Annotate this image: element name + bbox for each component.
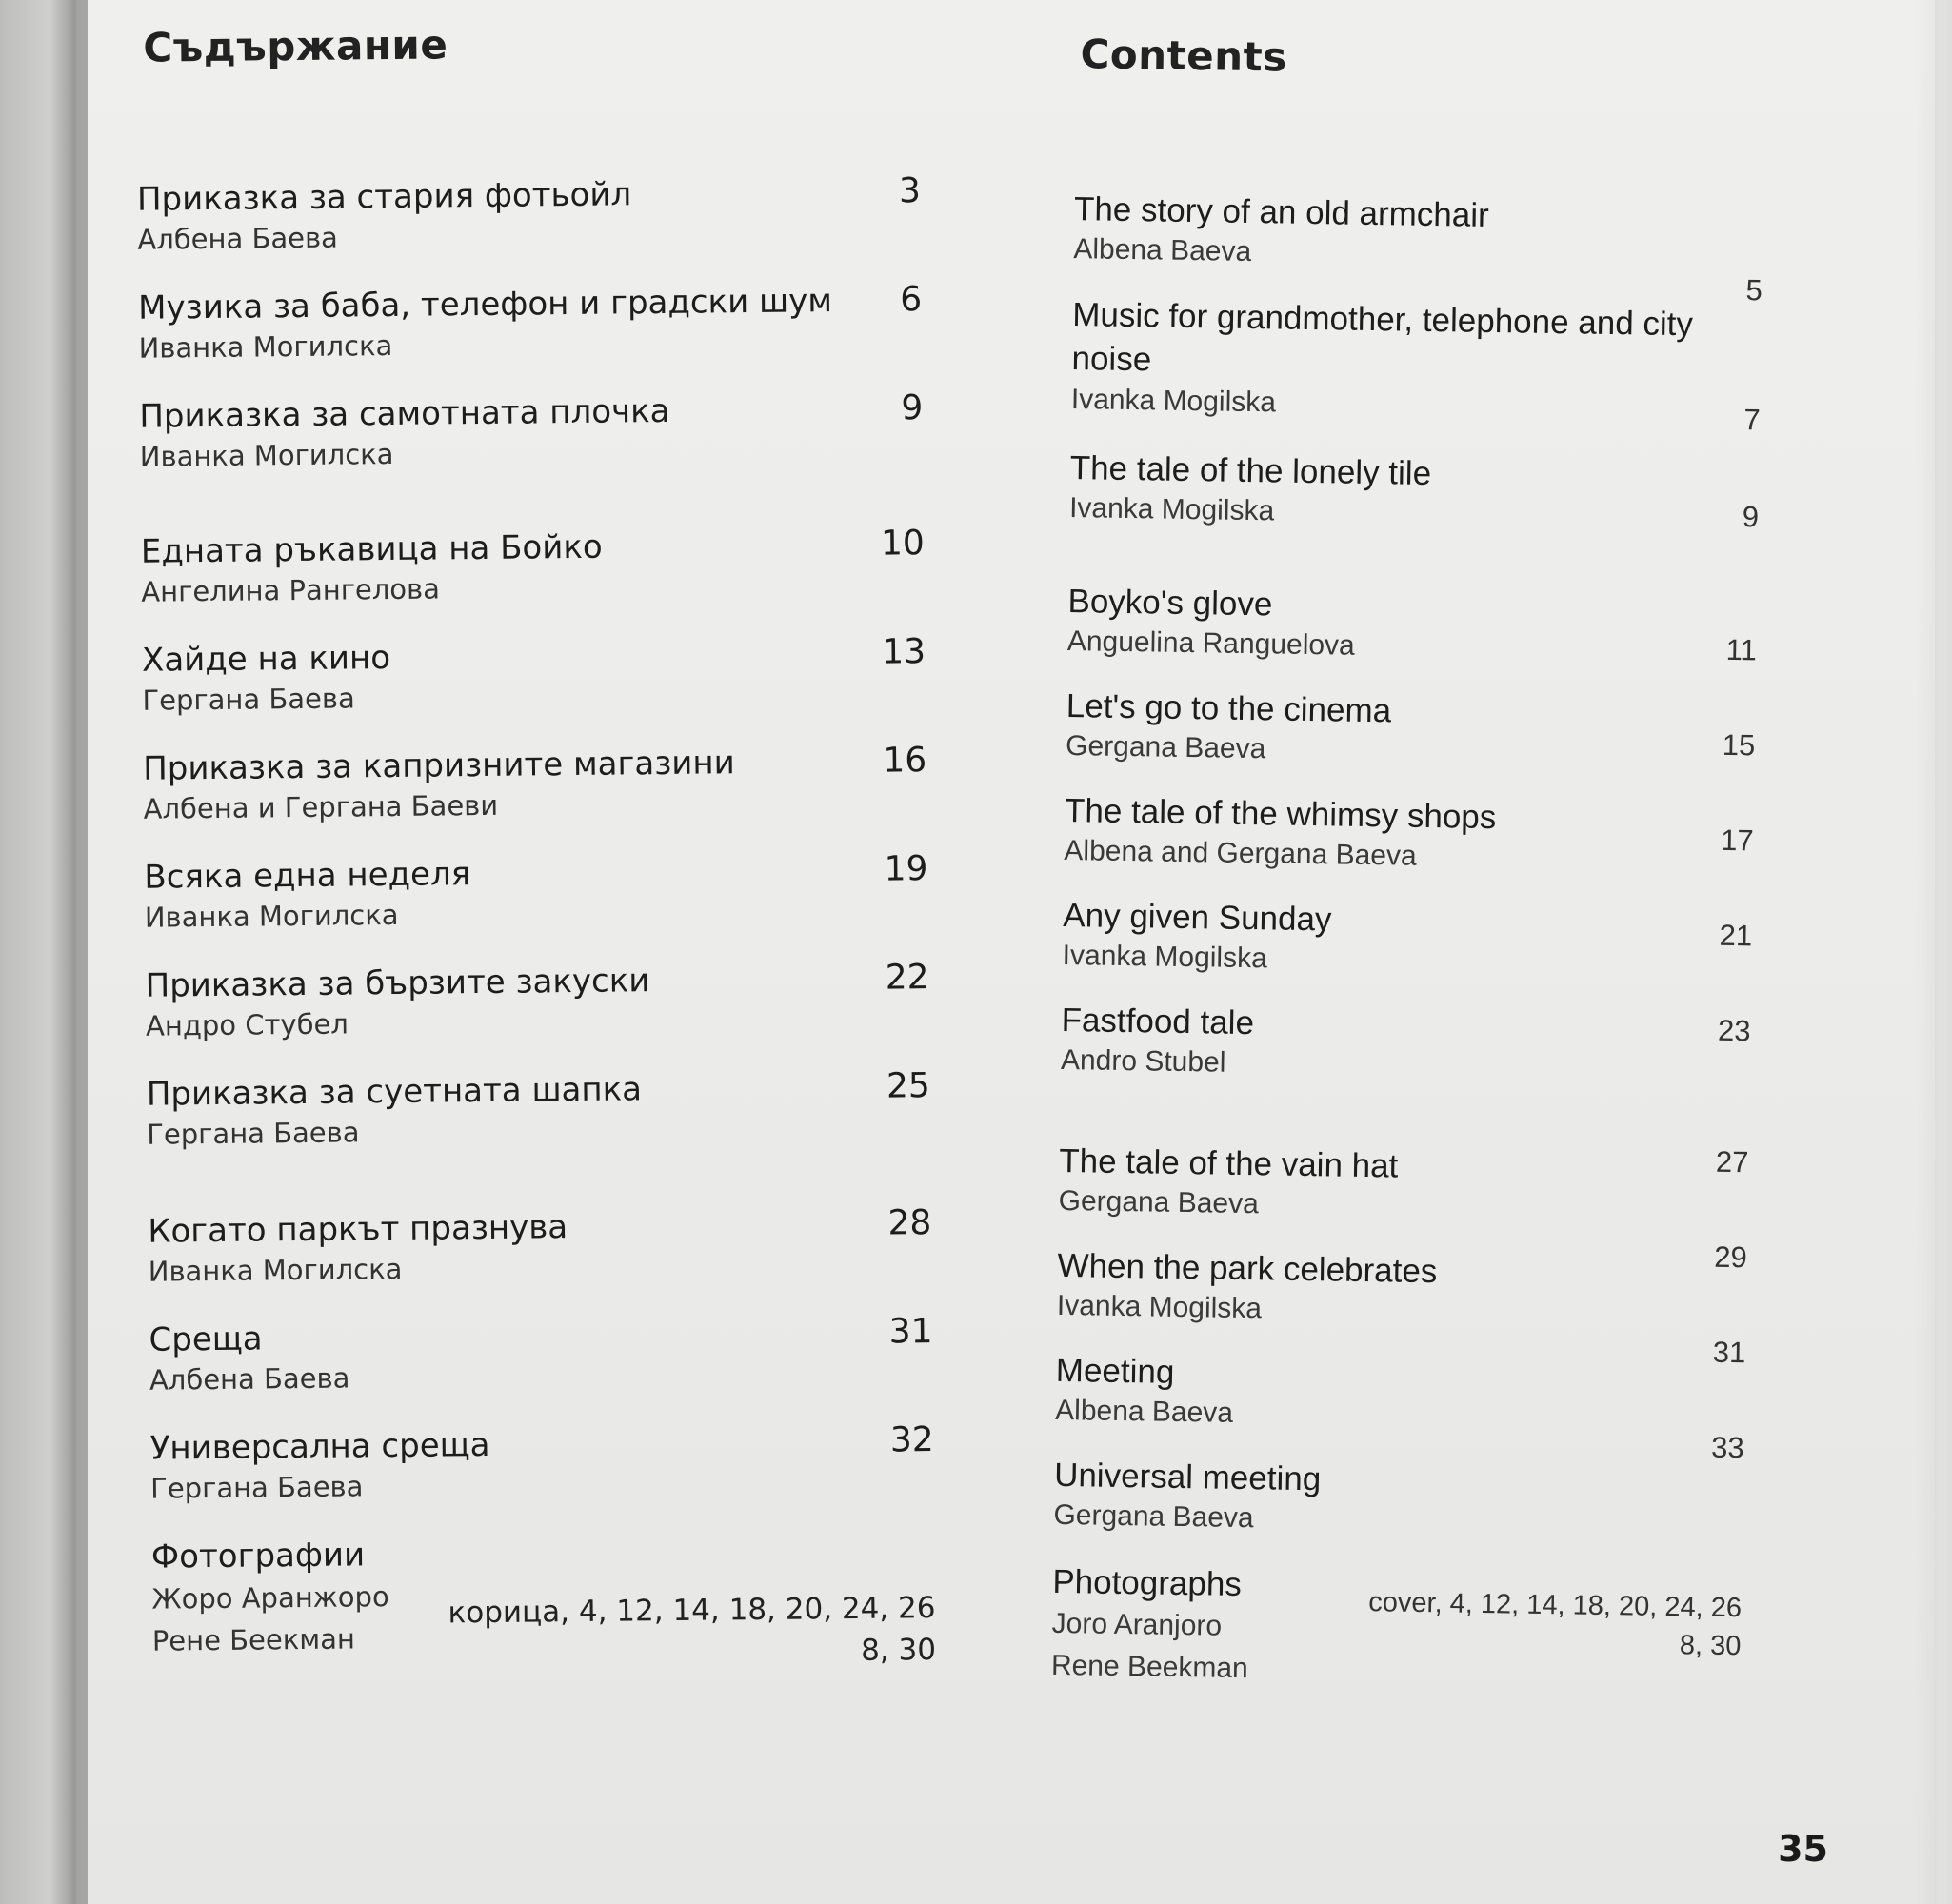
photographer-1: Joro Aranjoro xyxy=(1051,1607,1223,1642)
entry-title: Приказка за капризните магазини xyxy=(143,744,735,788)
photographer-2: Rene Beekman xyxy=(1050,1649,1249,1685)
entry-title: Universal meeting xyxy=(1053,1456,1322,1498)
toc-entry xyxy=(123,848,943,937)
photographer-1: Жоро Аранжоро xyxy=(151,1580,389,1616)
toc-entry xyxy=(122,740,942,828)
entry-title: Музика за баба, телефон и градски шум xyxy=(137,282,833,327)
toc-entry xyxy=(1066,293,1763,437)
entry-author: Гергана Баева xyxy=(149,1470,364,1505)
entry-page: 7 xyxy=(1743,403,1761,437)
entry-title: Всяка една неделя xyxy=(144,855,471,897)
toc-entry-photos xyxy=(1046,1561,1743,1697)
entry-page: 21 xyxy=(1719,918,1753,953)
photo-pages-line-1: корица, 4, 12, 14, 18, 20, 24, 26 xyxy=(448,1591,936,1631)
toc-entry xyxy=(128,1311,947,1399)
toc-entry xyxy=(117,279,937,367)
toc-entry xyxy=(1049,1335,1746,1440)
entry-author: Гергана Баева xyxy=(147,1116,360,1151)
toc-entry xyxy=(1056,895,1752,985)
toc-entry xyxy=(126,1065,946,1154)
entry-author: Ivanka Mogilska xyxy=(1062,939,1268,975)
entry-page: 28 xyxy=(887,1203,932,1243)
entry-page: 15 xyxy=(1722,727,1756,763)
entry-title: Photographs xyxy=(1052,1562,1243,1604)
entry-author: Gergana Baeva xyxy=(1053,1498,1254,1535)
entry-title: Среща xyxy=(149,1319,263,1359)
toc-entry xyxy=(121,631,941,720)
entry-page: 31 xyxy=(888,1312,933,1352)
toc-entry xyxy=(1051,1240,1748,1336)
entry-page: 19 xyxy=(884,849,928,889)
entry-author: Ivanka Mogilska xyxy=(1068,492,1275,527)
entry-title: The tale of the whimsy shops xyxy=(1064,791,1497,837)
contents-english xyxy=(1045,29,1766,1715)
entry-author: Албена и Гергана Баеви xyxy=(143,788,499,825)
photographer-2: Рене Беекман xyxy=(151,1622,356,1657)
toc-entry xyxy=(1060,685,1756,776)
entry-author: Albena and Gergana Baeva xyxy=(1064,834,1417,872)
entry-page: 22 xyxy=(885,958,929,998)
entry-page: 13 xyxy=(881,632,926,672)
entry-title: Приказка за бързите закуски xyxy=(145,962,650,1005)
entry-author: Албена Баева xyxy=(137,221,339,256)
entry-author: Albena Baeva xyxy=(1073,233,1252,268)
entry-title: Приказка за самотната плочка xyxy=(139,391,670,436)
entry-author: Ivanka Mogilska xyxy=(1056,1289,1263,1325)
entry-title: The tale of the lonely tile xyxy=(1069,449,1432,492)
photo-pages-line-2: 8, 30 xyxy=(1679,1630,1742,1662)
page-number: 35 xyxy=(1778,1828,1828,1870)
toc-entry xyxy=(1055,1000,1751,1090)
entry-title: Any given Sunday xyxy=(1063,896,1332,939)
entry-page: 10 xyxy=(880,524,926,564)
toc-entry xyxy=(127,1202,946,1291)
toc-entry xyxy=(1052,1140,1748,1231)
entry-author: Иванка Могилска xyxy=(144,898,399,934)
entry-author: Ангелина Рангелова xyxy=(141,572,441,608)
entry-title: Music for grandmother, telephone and city noise xyxy=(1071,296,1694,379)
entry-page: 6 xyxy=(900,280,923,320)
toc-entry xyxy=(116,170,936,259)
entry-author: Gergana Baeva xyxy=(1065,730,1266,765)
entry-page: 33 xyxy=(1710,1430,1744,1465)
entry-page: 11 xyxy=(1725,632,1758,667)
photo-pages-line-2: 8, 30 xyxy=(860,1633,937,1668)
entry-page: 9 xyxy=(1742,500,1760,534)
entry-title: Приказка за суетната шапка xyxy=(146,1070,643,1114)
previous-page-edge xyxy=(0,0,90,1904)
entry-title: Fastfood tale xyxy=(1061,1001,1255,1042)
entry-author: Anguelina Ranguelova xyxy=(1066,625,1356,662)
entry-author: Иванка Могилска xyxy=(148,1252,403,1288)
page-edge-shadow xyxy=(1914,0,1952,1904)
entry-title: Meeting xyxy=(1055,1351,1175,1391)
entry-page: 5 xyxy=(1745,273,1763,307)
entry-page: 9 xyxy=(901,388,924,428)
entry-title: Универсална среща xyxy=(149,1425,490,1468)
entry-author: Албена Баева xyxy=(149,1361,350,1397)
entry-page: 29 xyxy=(1714,1240,1748,1275)
entry-author: Ivanka Mogilska xyxy=(1070,384,1277,419)
photo-pages-line-1: cover, 4, 12, 14, 18, 20, 24, 26 xyxy=(1368,1587,1743,1624)
photo-pages xyxy=(448,1587,936,1676)
toc-entry xyxy=(1067,188,1763,307)
entry-page: 25 xyxy=(886,1066,930,1106)
entry-page: 23 xyxy=(1717,1013,1751,1048)
entry-page: 17 xyxy=(1720,823,1754,858)
entry-page: 27 xyxy=(1715,1144,1749,1180)
entry-title: The tale of the vain hat xyxy=(1059,1141,1399,1185)
entry-title: Приказка за стария фотьойл xyxy=(136,175,632,219)
toc-entry xyxy=(1064,447,1760,538)
entry-title: Let's go to the cinema xyxy=(1066,687,1392,730)
entry-author: Andro Stubel xyxy=(1060,1043,1226,1079)
toc-entry xyxy=(129,1419,948,1508)
entry-title: Когато паркът празнува xyxy=(148,1208,568,1251)
entry-title: When the park celebrates xyxy=(1057,1246,1438,1291)
entry-page: 3 xyxy=(898,171,922,211)
entry-title: Хайде на кино xyxy=(141,639,391,680)
heading-bulgarian: Съдържание xyxy=(143,21,448,71)
entry-title: Фотографии xyxy=(150,1536,366,1577)
entry-title: Boyko's glove xyxy=(1067,583,1273,624)
entry-page: 32 xyxy=(889,1420,934,1460)
entry-page: 16 xyxy=(883,741,927,781)
entry-author: Иванка Могилска xyxy=(139,437,394,473)
heading-english: Contents xyxy=(1080,30,1288,81)
toc-entry-photos xyxy=(130,1528,950,1668)
toc-entry xyxy=(124,957,944,1045)
contents-bulgarian xyxy=(114,10,950,1676)
toc-entry xyxy=(118,387,938,476)
toc-entry xyxy=(120,523,940,611)
entry-author: Гергана Баева xyxy=(142,682,355,717)
entry-author: Gergana Baeva xyxy=(1058,1184,1260,1220)
toc-entry xyxy=(1062,581,1758,671)
entry-title: Едната ръкавица на Бойко xyxy=(140,527,603,571)
entry-author: Андро Стубел xyxy=(145,1007,349,1042)
entry-page: 31 xyxy=(1712,1335,1746,1370)
entry-author: Albena Baeva xyxy=(1054,1394,1234,1429)
toc-entry xyxy=(1047,1430,1744,1545)
photo-pages xyxy=(1367,1583,1742,1665)
entry-author: Иванка Могилска xyxy=(138,328,393,365)
toc-entry xyxy=(1058,790,1754,881)
entry-title: The story of an old armchair xyxy=(1073,190,1490,234)
